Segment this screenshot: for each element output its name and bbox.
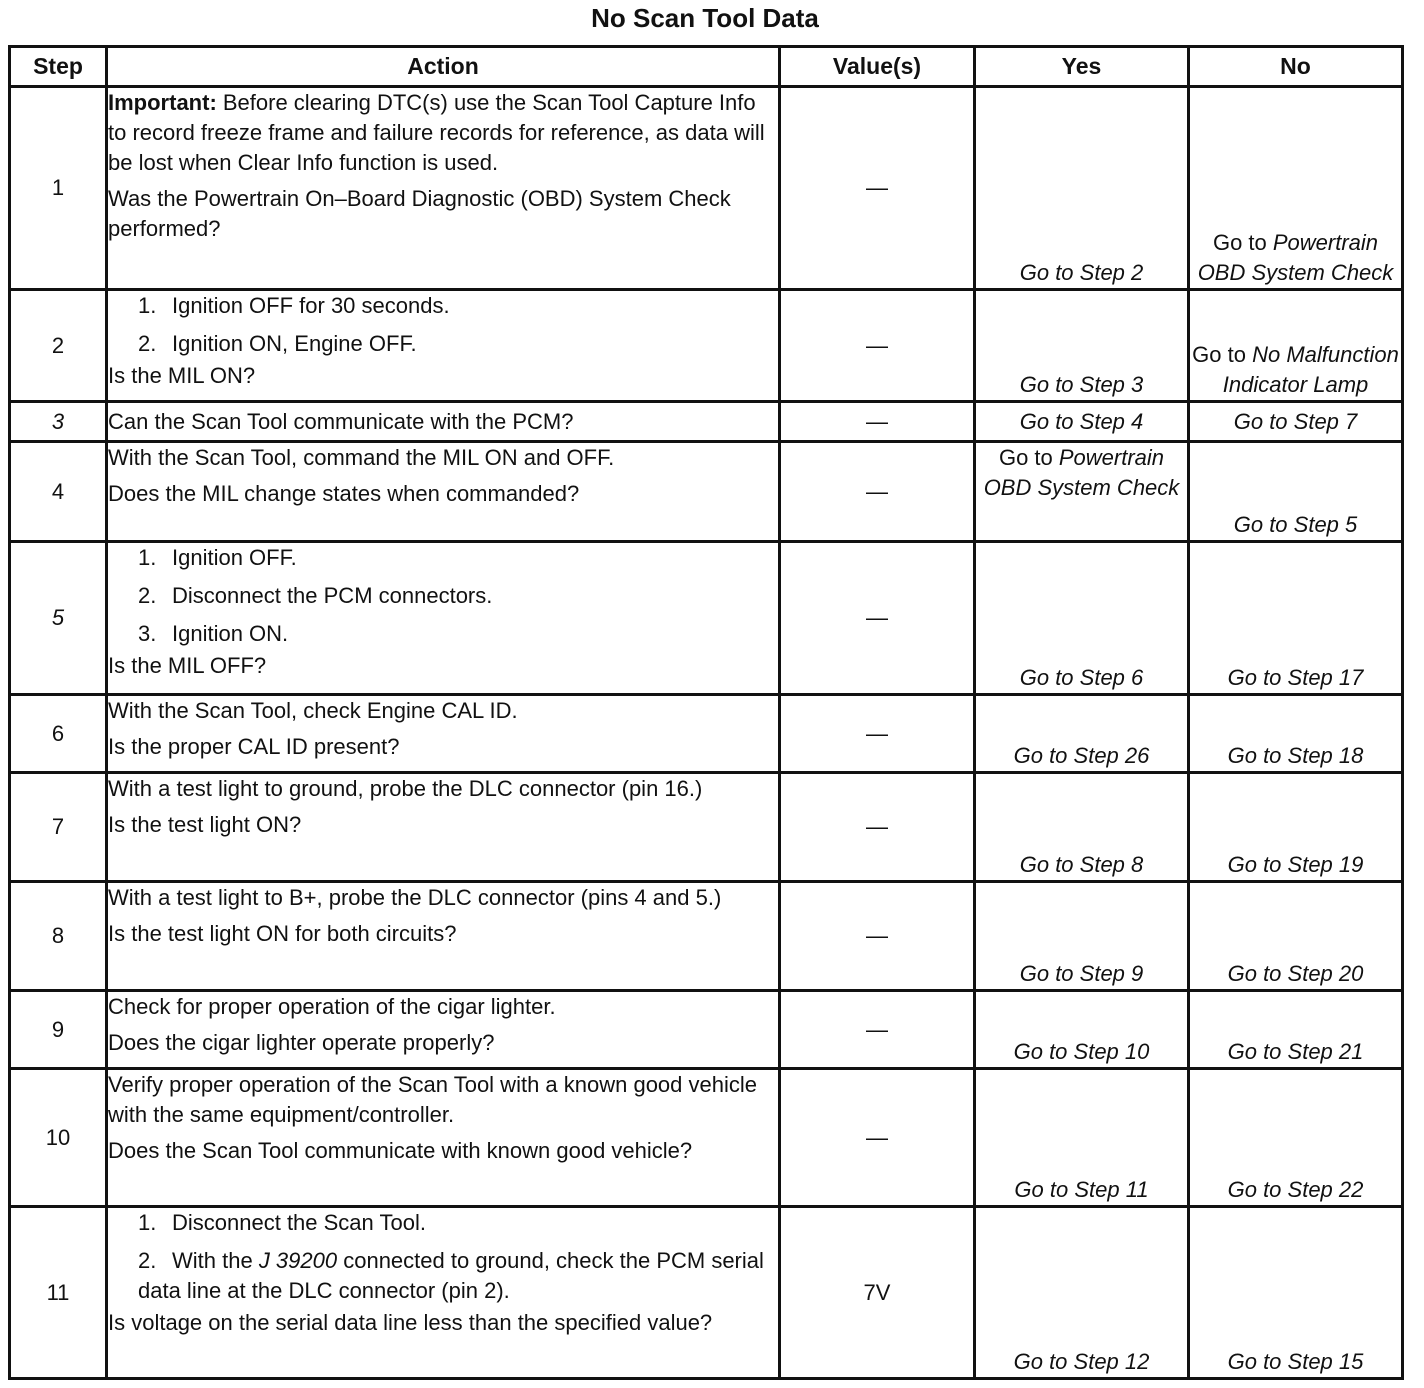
question: Is voltage on the serial data line less than the specified value? [108,1310,713,1335]
yes-cell: Go to Step 4 [975,402,1189,442]
yes-cell: Go to Step 11 [975,1069,1189,1207]
yes-cell: Go to Step 8 [975,773,1189,882]
action-cell [107,542,780,695]
question: Is the proper CAL ID present? [108,734,400,759]
value-cell: — [780,402,975,442]
question: Does the Scan Tool communicate with known good vehicle? [108,1138,693,1163]
no-cell: Go to Step 22 [1189,1069,1403,1207]
instruction: Check for proper operation of the cigar lighter. [108,994,556,1019]
table-header-row [10,47,1403,87]
value-cell: — [780,773,975,882]
step-number: 4 [10,442,107,542]
step-number: 1 [10,87,107,290]
header-step: Step [10,47,107,87]
value-cell: — [780,442,975,542]
step-number: 7 [10,773,107,882]
page-title: No Scan Tool Data [591,3,819,33]
no-cell: Go to Step 20 [1189,882,1403,991]
step-number: 10 [10,1069,107,1207]
important-note [108,88,778,178]
yes-cell: Go to Step 26 [975,695,1189,773]
yes-prefix: Go to [998,445,1059,470]
question: Does the MIL change states when commanded? [108,481,580,506]
action-cell [107,991,780,1069]
header-yes: Yes [975,47,1189,87]
question: Was the Powertrain On–Board Diagnostic (OBD) System Check performed? [108,186,731,241]
numbered-item: 1. Ignition OFF. [138,545,297,570]
important-label: Important: [108,90,217,115]
value-cell: 7V [780,1207,975,1379]
step-number: 3 [10,402,107,442]
table-row [10,991,1403,1069]
instruction: With the Scan Tool, check Engine CAL ID. [108,698,518,723]
value-cell: — [780,1069,975,1207]
value-cell: — [780,542,975,695]
no-prefix: Go to [1192,342,1253,367]
question: Is the test light ON for both circuits? [108,921,457,946]
action-cell [107,882,780,991]
yes-cell: Go to Step 10 [975,991,1189,1069]
yes-reference: Powertrain OBD System Check [983,445,1180,500]
no-cell: Go to Step 21 [1189,991,1403,1069]
table-row [10,542,1403,695]
no-cell: Go to Step 5 [1189,442,1403,542]
table-row [10,695,1403,773]
action-cell [107,402,780,442]
yes-cell: Go to Step 2 [975,87,1189,290]
step-number: 6 [10,695,107,773]
action-cell [107,695,780,773]
yes-cell: Go to Step 9 [975,882,1189,991]
instruction: Verify proper operation of the Scan Tool with a known good vehicle with the same equipment/controller. [108,1072,757,1127]
step-number: 11 [10,1207,107,1379]
step-number: 5 [10,542,107,695]
header-values: Value(s) [780,47,975,87]
table-row [10,773,1403,882]
table-row [10,402,1403,442]
table-row [10,882,1403,991]
tool-reference: J 39200 [258,1248,338,1273]
no-cell: Go to Step 7 [1189,402,1403,442]
question: Does the cigar lighter operate properly? [108,1030,495,1055]
numbered-item: 2. With the J 39200 connected to ground, check the PCM serial data line at the DLC connector (pin 2). [138,1248,764,1303]
no-cell [1189,290,1403,402]
yes-cell [975,442,1189,542]
value-cell: — [780,290,975,402]
action-cell [107,1069,780,1207]
instruction: With a test light to ground, probe the DLC connector (pin 16.) [108,776,703,801]
yes-cell: Go to Step 12 [975,1207,1189,1379]
value-cell: — [780,882,975,991]
step-number: 2 [10,290,107,402]
table-row [10,1069,1403,1207]
table-row [10,1207,1403,1379]
numbered-item: 2. Disconnect the PCM connectors. [138,583,493,608]
no-cell: Go to Step 19 [1189,773,1403,882]
no-cell: Go to Step 17 [1189,542,1403,695]
header-action: Action [107,47,780,87]
yes-cell: Go to Step 6 [975,542,1189,695]
action-cell [107,442,780,542]
diagnostic-table [8,45,1404,1380]
no-cell: Go to Step 18 [1189,695,1403,773]
question: Is the MIL ON? [108,363,256,388]
important-text: Before clearing DTC(s) use the Scan Tool Capture Info to record freeze frame and failure records for reference, as data will be lost when Clear Info function is used. [108,90,765,175]
value-cell: — [780,991,975,1069]
no-cell: Go to Step 15 [1189,1207,1403,1379]
action-cell [107,773,780,882]
no-prefix: Go to [1212,230,1273,255]
numbered-item: 1. Disconnect the Scan Tool. [138,1210,426,1235]
action-cell [107,290,780,402]
action-cell [107,1207,780,1379]
question: Can the Scan Tool communicate with the PCM? [108,408,574,434]
no-cell [1189,87,1403,290]
value-cell: — [780,695,975,773]
numbered-item: 2. Ignition ON, Engine OFF. [138,331,417,356]
table-row [10,442,1403,542]
step-number: 8 [10,882,107,991]
numbered-item: 1. Ignition OFF for 30 seconds. [138,293,450,318]
table-row [10,87,1403,290]
step-number: 9 [10,991,107,1069]
numbered-item: 3. Ignition ON. [138,621,289,646]
header-no: No [1189,47,1403,87]
question: Is the MIL OFF? [108,653,267,678]
question: Is the test light ON? [108,812,302,837]
instruction: With the Scan Tool, command the MIL ON and OFF. [108,445,615,470]
value-cell: — [780,87,975,290]
no-reference: No Malfunction Indicator Lamp [1222,342,1399,397]
no-reference: Powertrain OBD System Check [1197,230,1394,285]
action-cell [107,87,780,290]
table-row [10,290,1403,402]
instruction: With a test light to B+, probe the DLC connector (pins 4 and 5.) [108,885,722,910]
yes-cell: Go to Step 3 [975,290,1189,402]
